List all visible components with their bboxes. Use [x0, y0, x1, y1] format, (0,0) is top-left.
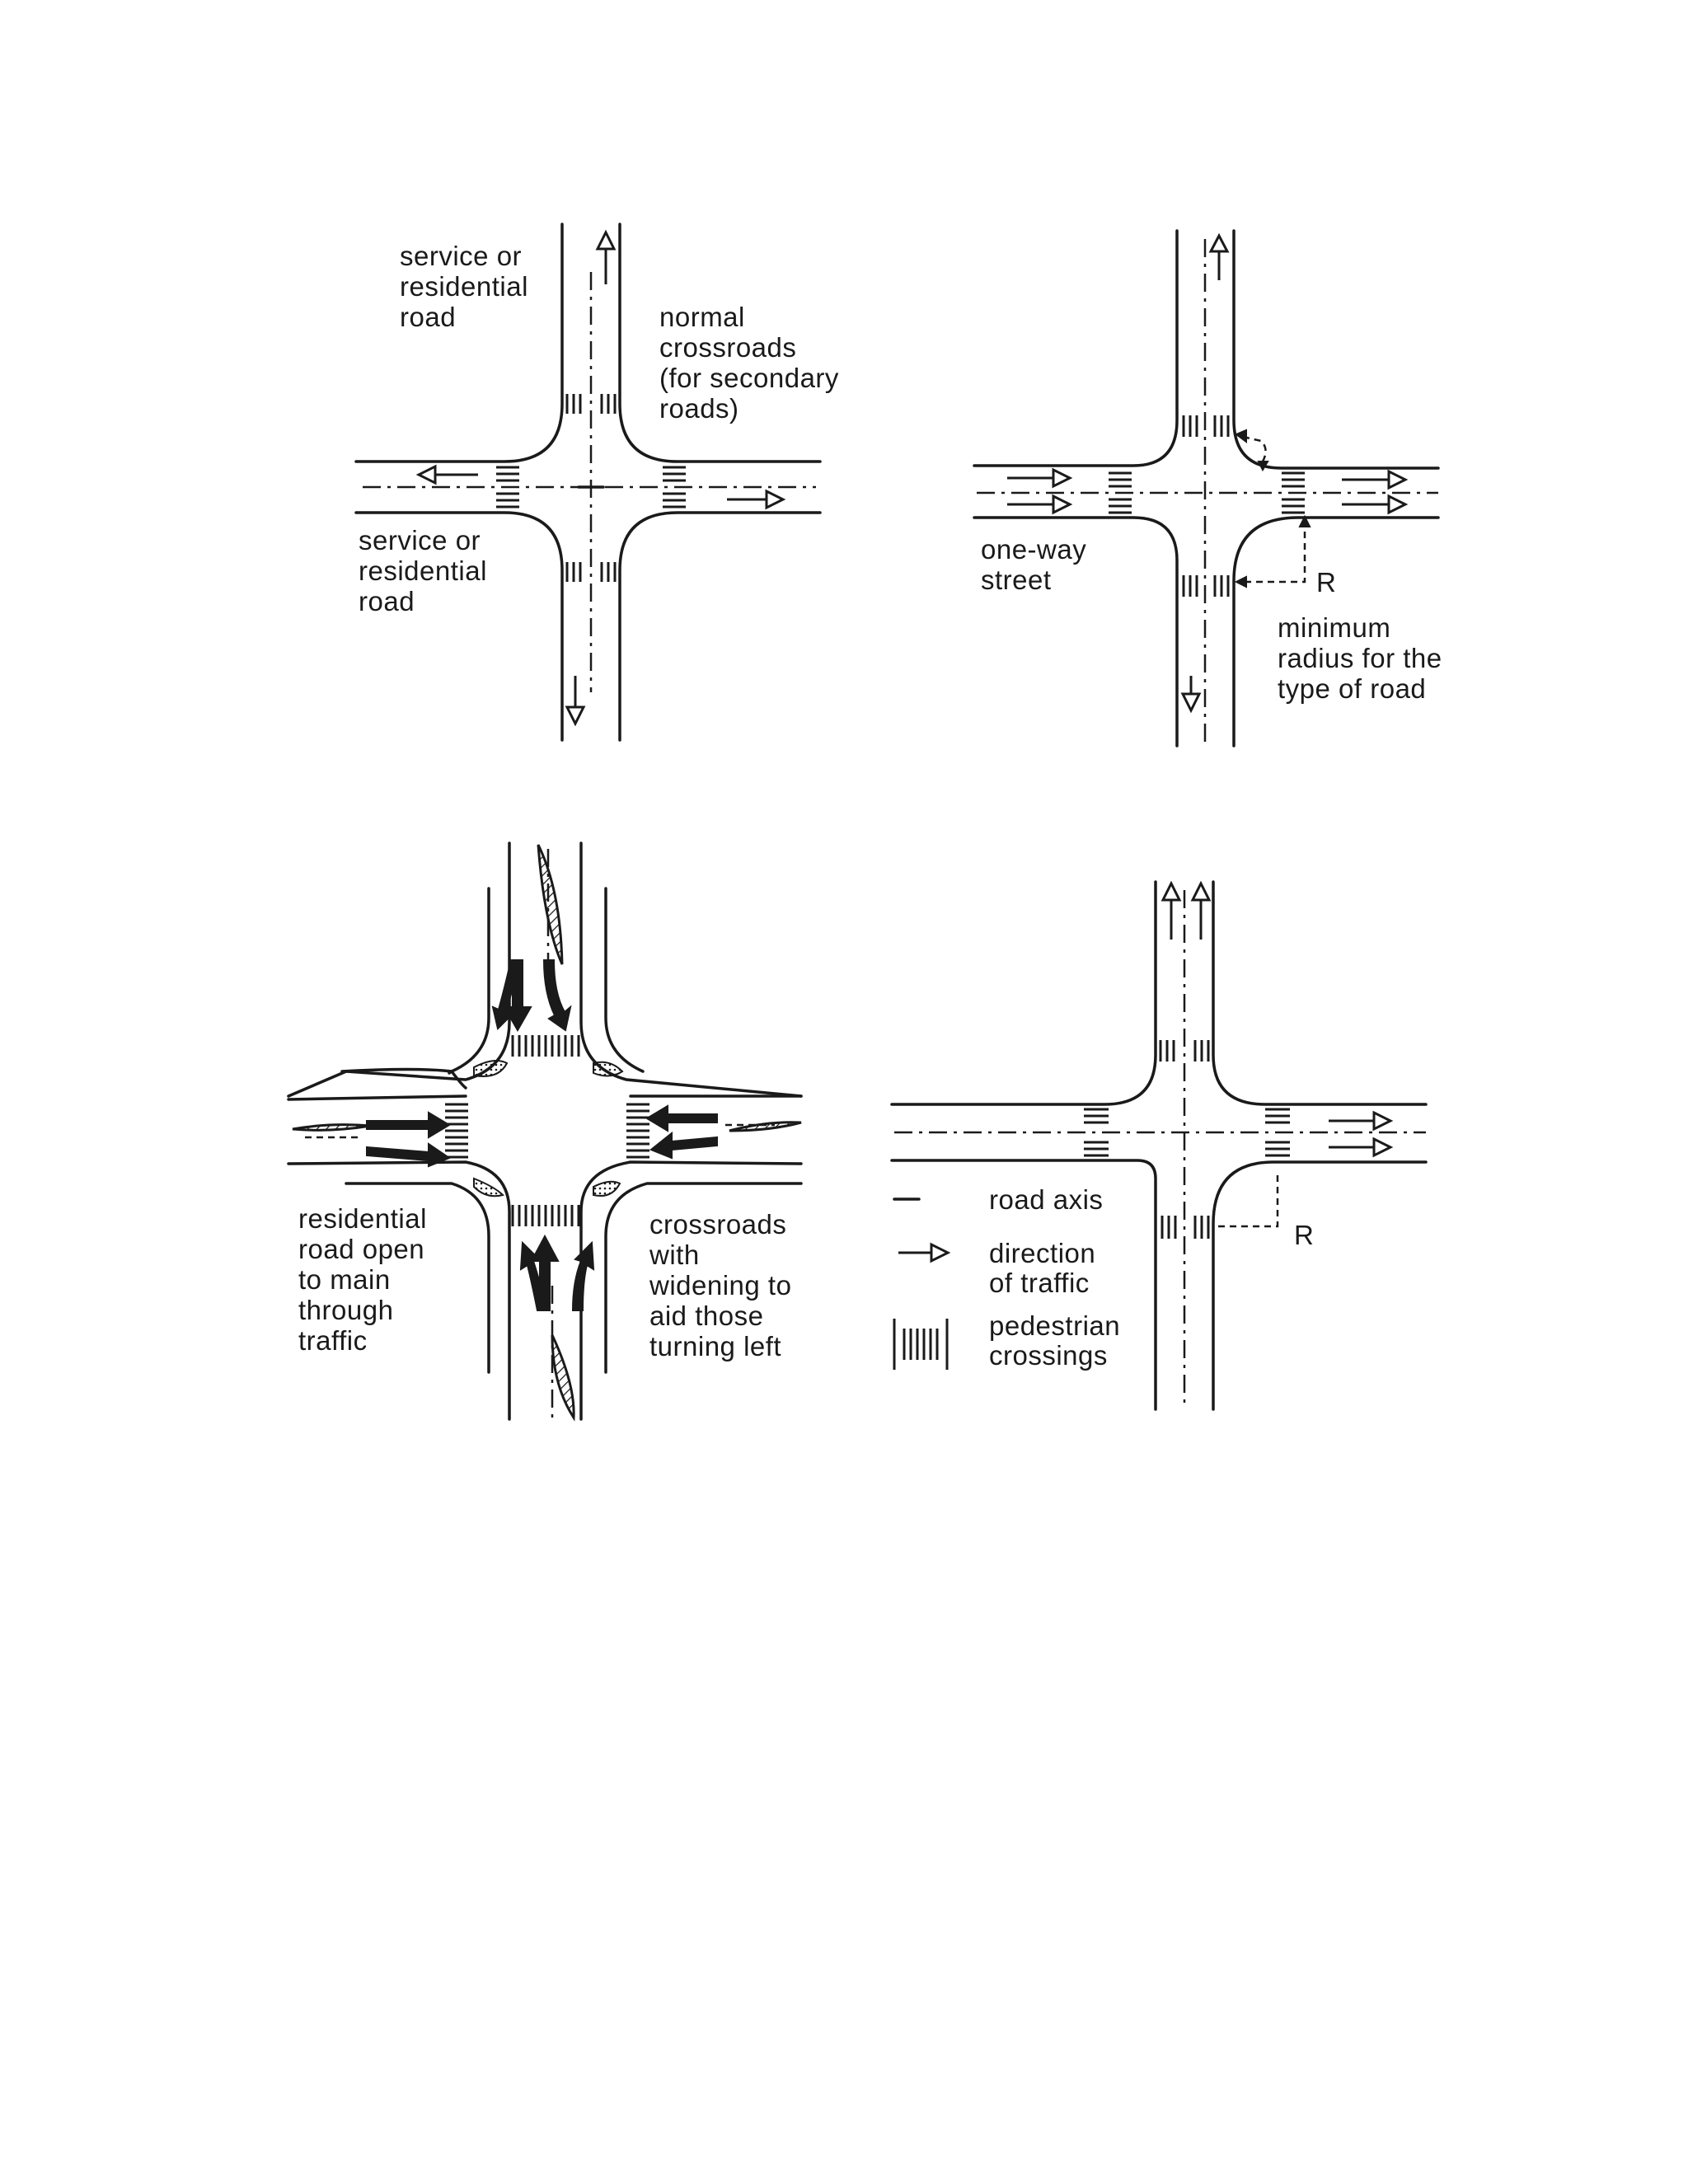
svg-text:radius for the: radius for the [1278, 643, 1442, 673]
svg-text:residential: residential [400, 271, 528, 302]
legend [894, 1184, 1120, 1371]
panel-widening-crossroads [288, 843, 801, 1419]
svg-text:minimum: minimum [1278, 612, 1391, 643]
label-normal-crossroads [659, 302, 839, 424]
svg-text:aid those: aid those [649, 1301, 764, 1331]
label-crossroads-widening [649, 1209, 791, 1361]
svg-text:road: road [359, 586, 415, 616]
panel-legend [892, 882, 1426, 1409]
legend-pedestrian [989, 1310, 1120, 1371]
svg-text:through: through [298, 1295, 394, 1325]
label-service-road-bottom [359, 525, 487, 616]
label-one-way-street [981, 534, 1086, 595]
svg-text:service or: service or [400, 241, 523, 271]
svg-text:one-way: one-way [981, 534, 1087, 565]
svg-text:road: road [400, 302, 457, 332]
pedestrian-crossing-symbol [894, 1319, 947, 1370]
legend-road-axis: road axis [989, 1184, 1104, 1215]
svg-text:street: street [981, 565, 1052, 595]
pedestrian-crossing [1084, 1040, 1290, 1239]
svg-text:road open: road open [298, 1234, 425, 1264]
label-minimum-radius [1278, 612, 1442, 704]
svg-text:normal: normal [659, 302, 745, 332]
legend-direction [989, 1238, 1095, 1298]
radius-indicators [1236, 430, 1310, 587]
panel-one-way-street [974, 231, 1442, 746]
svg-text:crossings: crossings [989, 1340, 1108, 1371]
svg-text:turning left: turning left [649, 1331, 782, 1361]
radius-r-label: R [1294, 1220, 1315, 1250]
direction-arrow-symbol [898, 1244, 948, 1261]
svg-text:crossroads: crossroads [659, 332, 797, 363]
road-axes [894, 890, 1426, 1409]
radius-r-label: R [1316, 567, 1337, 598]
pedestrian-crossing [1109, 415, 1305, 597]
svg-text:crossroads: crossroads [649, 1209, 787, 1240]
svg-text:with: with [649, 1240, 700, 1270]
svg-text:roads): roads) [659, 393, 739, 424]
svg-text:pedestrian: pedestrian [989, 1310, 1121, 1341]
svg-text:residential: residential [298, 1203, 427, 1234]
svg-text:(for secondary: (for secondary [659, 363, 839, 393]
svg-text:type of road: type of road [1278, 673, 1427, 704]
svg-text:residential: residential [359, 555, 487, 586]
svg-text:direction: direction [989, 1238, 1096, 1268]
svg-text:widening to: widening to [649, 1270, 792, 1301]
road-edges [892, 882, 1426, 1409]
svg-text:service or: service or [359, 525, 481, 555]
label-residential-road [298, 1203, 427, 1356]
svg-text:traffic: traffic [298, 1325, 368, 1356]
label-service-road-top [400, 241, 528, 332]
svg-text:to main: to main [298, 1264, 391, 1295]
panel-normal-crossroads [356, 224, 839, 740]
svg-text:of traffic: of traffic [989, 1268, 1090, 1298]
